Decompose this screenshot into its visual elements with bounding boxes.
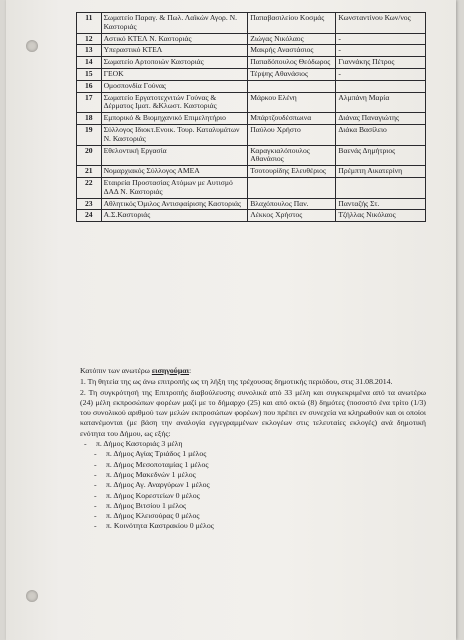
alternate-cell: Τζήλλας Νικόλαος (336, 210, 426, 222)
member-cell: Μακρής Αναστάσιος (248, 45, 336, 57)
organization-cell: Ομοσπονδία Γούνας (101, 80, 248, 92)
table-row (77, 57, 426, 69)
alternate-cell: Διάνας Παναγιώτης (336, 113, 426, 125)
point-1: 1. Τη θητεία της ως άνω επιτροπής ως τη λήξη της τρέχουσας δημοτικής περιόδου, στις 31.08.2014. (80, 377, 393, 387)
member-cell: Τσοτουρίδης Ελευθέριος (248, 166, 336, 178)
alternate-cell: Πανταζής Στ. (336, 198, 426, 210)
punch-hole (26, 590, 38, 602)
punch-hole (26, 40, 38, 52)
organization-cell: Σύλλογος Ιδιοκτ.Ενοικ. Τουρ. Καταλυμάτων Ν. Καστοριάς (101, 124, 248, 145)
table-row (77, 210, 426, 222)
alternate-cell: Διάκα Βασίλειο (336, 124, 426, 145)
alternate-cell (336, 177, 426, 198)
row-number: 13 (77, 45, 102, 57)
allocation-item: - π. Δήμος Μεσοποταμίας 1 μέλος (94, 460, 426, 470)
intro-emphasis: εισηγούμαι (151, 366, 190, 375)
alternate-cell: - (336, 33, 426, 45)
member-cell: Τέρψης Αθανάσιος (248, 68, 336, 80)
alternate-cell: Πρέμπτη Αικατερίνη (336, 166, 426, 178)
intro-prefix: Κατόπιν των ανωτέρω (80, 366, 152, 375)
row-number: 17 (77, 92, 102, 113)
table-row (77, 145, 426, 166)
alternate-cell: - (336, 45, 426, 57)
allocation-item: - π. Δήμος Βιτσίου 1 μέλος (94, 501, 426, 511)
alternate-cell: - (336, 68, 426, 80)
member-cell: Λέκκος Χρήστος (248, 210, 336, 222)
member-cell: Παπαδόπουλος Θεόδωρος (248, 57, 336, 69)
alternate-cell: Γιαννάκης Πέτρος (336, 57, 426, 69)
representatives-table-body (77, 13, 426, 222)
row-number: 12 (77, 33, 102, 45)
allocation-item: - π. Δήμος Αγ. Αναργύρων 1 μέλος (94, 480, 426, 490)
row-number: 23 (77, 198, 102, 210)
table-row (77, 13, 426, 34)
row-number: 19 (77, 124, 102, 145)
member-cell (248, 80, 336, 92)
alternate-cell: Κωνσταντίνου Κων/νος (336, 13, 426, 34)
table-row (77, 177, 426, 198)
row-number: 24 (77, 210, 102, 222)
member-cell: Βλαχόπουλος Παν. (248, 198, 336, 210)
member-cell: Παπαβασιλείου Κοσμάς (248, 13, 336, 34)
allocation-list (80, 439, 426, 532)
allocation-item: - π. Δήμος Κορεστείων 0 μέλος (94, 491, 426, 501)
allocation-item: - π. Δήμος Μακεδνών 1 μέλος (94, 470, 426, 480)
organization-cell: Σωματείο Παραγ. & Πωλ. Λαϊκών Αγορ. Ν. Καστοριάς (101, 13, 248, 34)
allocation-item: - π. Δήμος Κλεισούρας 0 μέλος (94, 511, 426, 521)
row-number: 15 (77, 68, 102, 80)
row-number: 16 (77, 80, 102, 92)
organization-cell: Σωματείο Αρτοποιών Καστοριάς (101, 57, 248, 69)
proposal-text (80, 366, 426, 532)
row-number: 21 (77, 166, 102, 178)
member-cell: Καραγκιαλόπουλος Αθανάσιος (248, 145, 336, 166)
intro-line (80, 366, 426, 376)
row-number: 22 (77, 177, 102, 198)
organization-cell: ΓΕΟΚ (101, 68, 248, 80)
organization-cell: Σωματείο Εργατοτεχνιτών Γούνας & Δέρματος Ιματ. &Κλωστ. Καστοριάς (101, 92, 248, 113)
allocation-item: - π. Δήμος Καστοριάς 3 μέλη (84, 439, 426, 449)
table-row (77, 80, 426, 92)
organization-cell: Αστικό ΚΤΕΛ Ν. Καστοριάς (101, 33, 248, 45)
organization-cell: Εμπορικό & Βιομηχανικό Επιμελητήριο (101, 113, 248, 125)
representatives-table (76, 12, 426, 222)
member-cell: Παύλου Χρήστο (248, 124, 336, 145)
member-cell: Μπάρτζουδέσπωινα (248, 113, 336, 125)
organization-cell: Εταιρεία Προστασίας Ατόμων με Αυτισμό ΔΑΔ Ν. Καστοριάς (101, 177, 248, 198)
organization-cell: Υπεραστικό ΚΤΕΛ (101, 45, 248, 57)
row-number: 18 (77, 113, 102, 125)
member-cell (248, 177, 336, 198)
table-row (77, 68, 426, 80)
organization-cell: Εθελοντική Εργασία (101, 145, 248, 166)
row-number: 20 (77, 145, 102, 166)
organization-cell: Νομαρχιακός Σύλλογος ΑΜΕΑ (101, 166, 248, 178)
table-row (77, 92, 426, 113)
allocation-item: - π. Κοινότητα Καστρακίου 0 μέλος (94, 521, 426, 531)
member-cell: Ζιώγας Νικόλαος (248, 33, 336, 45)
table-row (77, 113, 426, 125)
table-row (77, 198, 426, 210)
organization-cell: Α.Σ.Καστοριάς (101, 210, 248, 222)
row-number: 14 (77, 57, 102, 69)
alternate-cell: Αλμπάνη Μαρία (336, 92, 426, 113)
alternate-cell: Βαενάς Δημήτριος (336, 145, 426, 166)
table-row (77, 33, 426, 45)
table-row (77, 166, 426, 178)
organization-cell: Αθλητικός Όμιλος Αντισφαίρισης Καστοριάς (101, 198, 248, 210)
allocation-item: - π. Δήμος Αγίας Τριάδος 1 μέλος (94, 449, 426, 459)
point-2: 2. Τη συγκρότησή της Επιτροπής διαβούλευσης συνολικά από 33 μέλη και συγκεκριμένα από τα ανωτέρω (24) μέλη εκπροσώπων φορέων μαζί με το δήμαρχο (25) και από οκτώ (8) δημότες (ποσοστό ένα τρίτο (1/3) του συνολικού αριθμού των μελών εκπροσώπων φορέων) που πρέπει εν συνεχεία να κληρωθούν και οι οποίοι κατανέμονται (με βάση την αναλογία εγγεγραμμένων εκλογέων στις τελευταίες εκλογές) ανά δημοτική ενότητα του Δήμου, ως εξής: (80, 387, 426, 438)
row-number: 11 (77, 13, 102, 34)
alternate-cell (336, 80, 426, 92)
table-row (77, 124, 426, 145)
table-row (77, 45, 426, 57)
member-cell: Μάρκου Ελένη (248, 92, 336, 113)
intro-suffix: : (189, 366, 192, 375)
